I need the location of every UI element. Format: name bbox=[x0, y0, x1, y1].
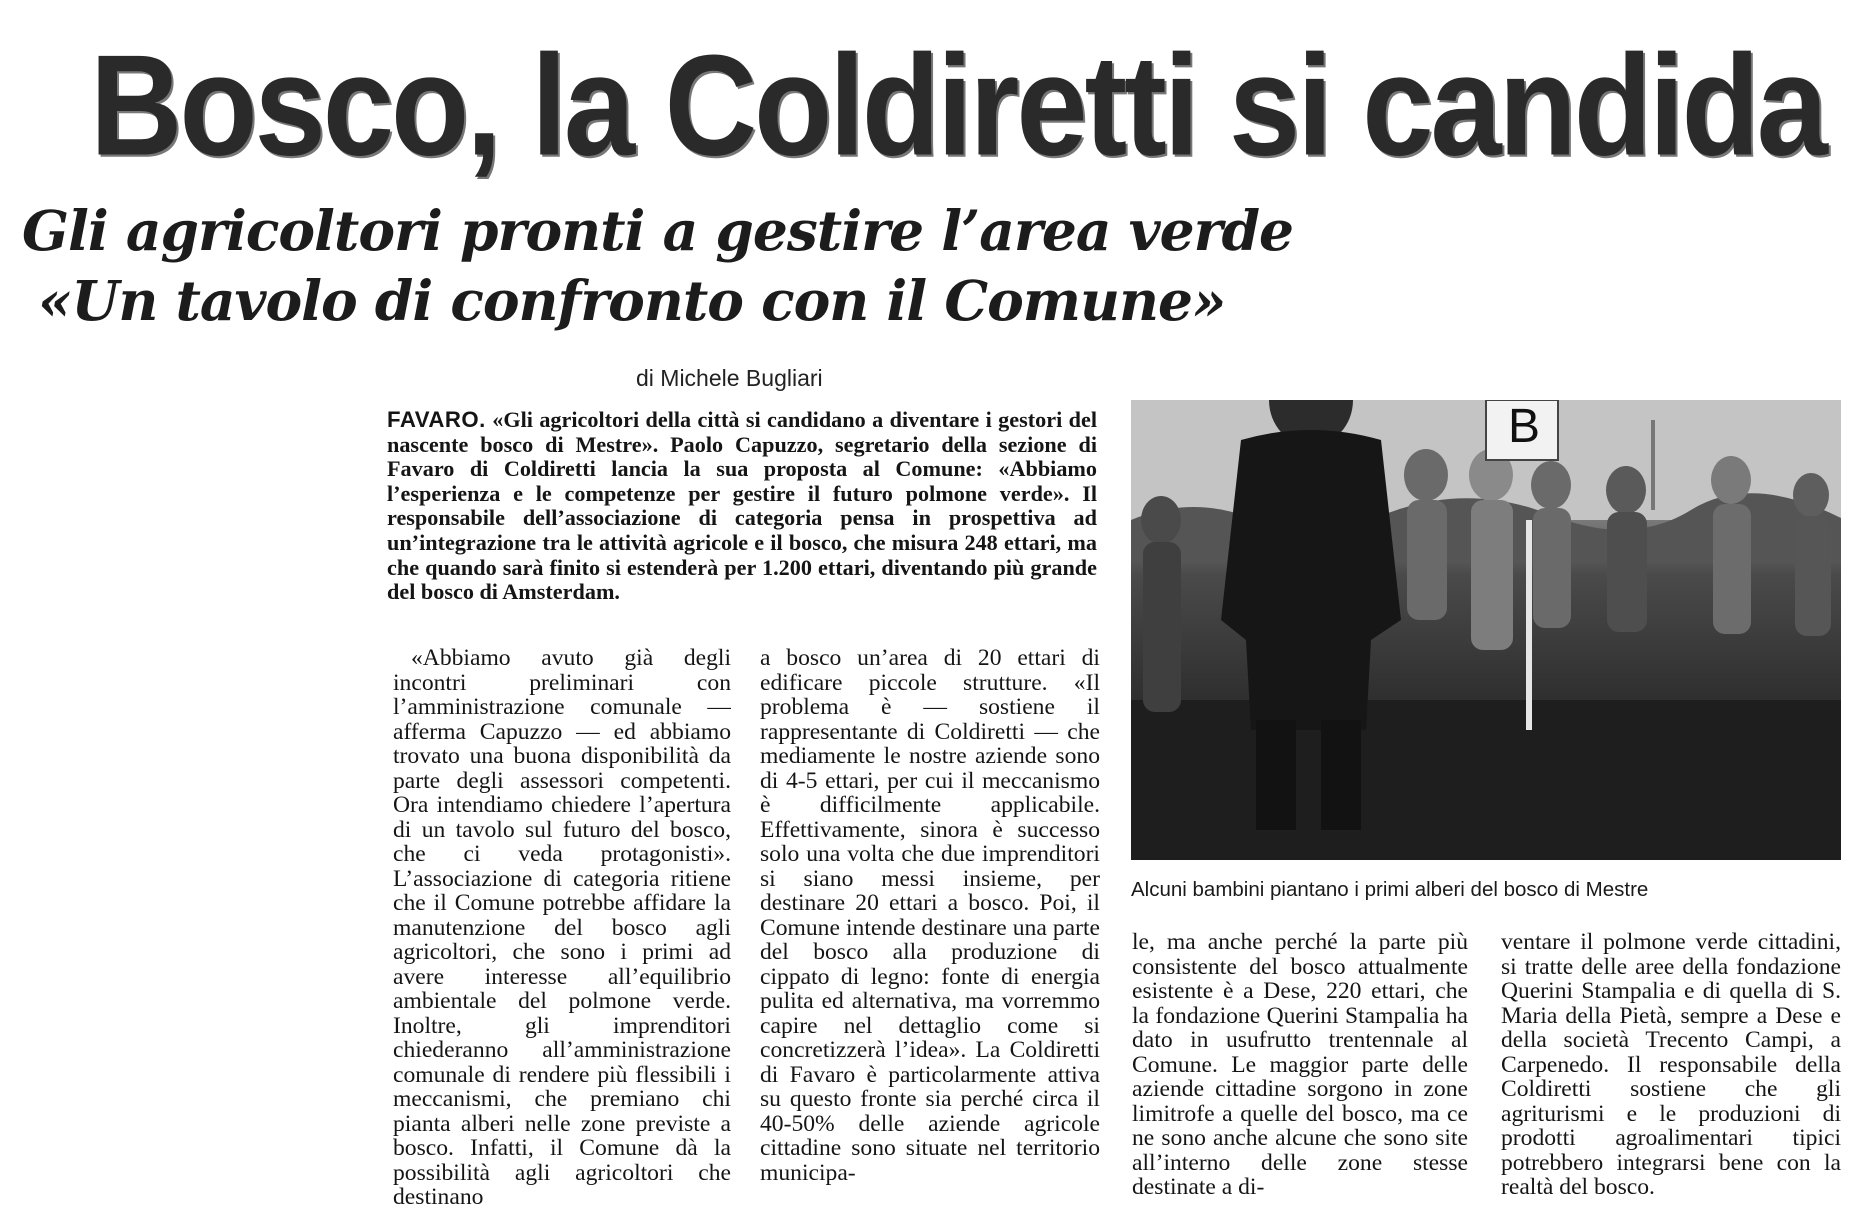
photo-illustration bbox=[1131, 400, 1841, 860]
lead-text: «Gli agricoltori della città si candidano a diventare i gestori del nascente bosco di Mestre». Paolo Capuzzo, segretario della sezione di Favaro di Coldiretti lancia la sua proposta al Comune: «Abbiamo l’esperienza e le competenze per gestire il futuro polmone verde». Il responsabile dell’associazione di categoria pensa in prospettiva ad un’integrazione tra le attività agricole e il bosco, che misura 248 ettari, ma che quando sarà finito si estenderà per 1.200 ettari, diventando più grande del bosco di Amsterdam. bbox=[387, 407, 1097, 605]
photo-sign-stick bbox=[1526, 520, 1532, 730]
byline: di Michele Bugliari bbox=[636, 365, 823, 391]
subheadline-line-1: Gli agricoltori pronti a gestire l’area verde bbox=[22, 198, 1294, 263]
photo-field bbox=[1131, 700, 1841, 860]
body-column-3: le, ma anche perché la parte più consistente del bosco attualmente esistente è a Dese, 220 ettari, che la fondazione Querini Stampalia ha dato in usufrutto trentennale al Comune. Le maggior parte delle aziende cittadine sorgono in zone limitrofe a quelle del bosco, ma ce ne sono anche alcune che sono site all’interno delle zone stesse destinate a di- bbox=[1132, 930, 1468, 1200]
photo-children-planting-trees bbox=[1131, 400, 1841, 860]
headline: Bosco, la Coldiretti si candida bbox=[90, 25, 1825, 186]
lead-paragraph bbox=[387, 408, 1097, 605]
body-column-1: «Abbiamo avuto già degli incontri preliminari con l’amministrazione comunale — afferma Capuzzo — ed abbiamo trovato una buona disponibilità da parte degli assessori competenti. Ora intendiamo chiedere l’apertura di un tavolo sul futuro del bosco, che ci veda protagonisti». L’associazione di categoria ritiene che il Comune potrebbe affidare la manutenzione del bosco agli agricoltori, che sono i primi ad avere interesse all’equilibrio ambientale del polmone verde. Inoltre, gli imprenditori chiederanno all’amministrazione comunale di rendere più flessibili i meccanismi, che premiano chi pianta alberi nelle zone previste a bosco. Infatti, il Comune dà la possibilità agli agricoltori che destinano bbox=[393, 646, 731, 1210]
photo-sign-letter: B bbox=[1507, 400, 1540, 453]
body-column-2: a bosco un’area di 20 ettari di edificare piccole strutture. «Il problema è — sostiene il rappresentante di Coldiretti — che mediamente le nostre aziende sono di 4-5 ettari, per cui il meccanismo è difficilmente applicabile. Effettivamente, sinora è successo solo una volta che due imprenditori si siano messi insieme, per destinare 20 ettari a bosco. Poi, il Comune intende destinare una parte del bosco alla produzione di cippato di legno: fonte di energia pulita ed alternativa, ma vorremmo capire nel dettaglio come si concretizzerà l’idea». La Coldiretti di Favaro è particolarmente attiva su questo fronte sia perché circa il 40-50% delle aziende agricole cittadine sono situate nel territorio municipa- bbox=[760, 646, 1100, 1186]
subheadline-line-2: «Un tavolo di confronto con il Comune» bbox=[38, 268, 1226, 333]
dateline: FAVARO. bbox=[387, 407, 486, 432]
photo-pole bbox=[1651, 420, 1655, 510]
body-column-4: ventare il polmone verde cittadini, si tratte delle aree della fondazione Querini Stampalia e di quella di S. Maria della Pietà, sempre a Dese e della società Trecento Campi, a Carpenedo. Il responsabile della Coldiretti sostiene che gli agriturismi e le produzioni di prodotti agroalimentari tipici potrebbero integrarsi bene con la realtà del bosco. bbox=[1501, 930, 1841, 1200]
photo-caption: Alcuni bambini piantano i primi alberi del bosco di Mestre bbox=[1131, 878, 1649, 901]
